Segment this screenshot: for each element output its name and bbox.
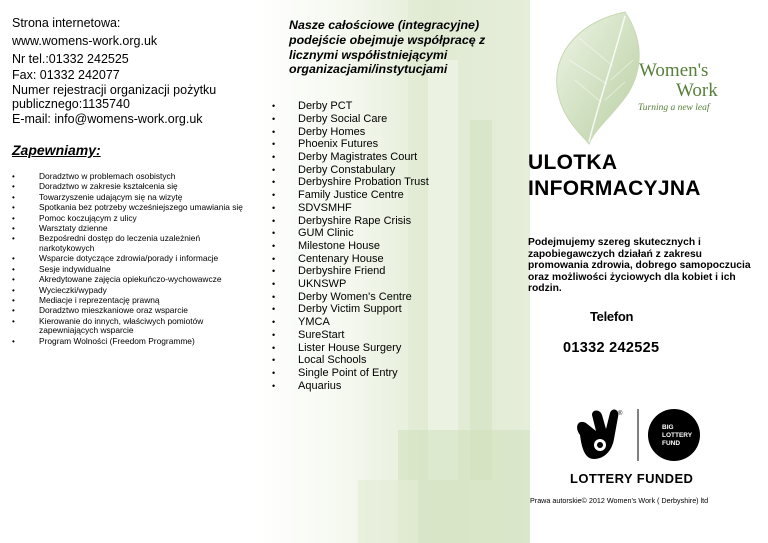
phone-number: Nr tel.:01332 242525 <box>12 52 129 66</box>
list-item: • Wsparcie dotyczące zdrowia/porady i informacje <box>12 254 257 264</box>
badge-line1: BIG <box>662 424 674 431</box>
list-item: • Doradztwo w zakresie kształcenia się <box>12 182 257 192</box>
badge-line3: FUND <box>662 440 681 447</box>
list-item: • YMCA <box>272 316 529 329</box>
list-item: • Wycieczki/wypady <box>12 286 257 296</box>
list-item: • Warsztaty dzienne <box>12 224 257 234</box>
list-item: • SureStart <box>272 329 529 342</box>
leaflet-title-line2: INFORMACYJNA <box>528 177 701 200</box>
list-item: • Family Justice Centre <box>272 189 529 202</box>
list-item: • Derby Constabulary <box>272 164 529 177</box>
contact-column <box>12 14 257 347</box>
badge-line2: LOTTERY <box>662 432 693 439</box>
list-item: • Derby Women's Centre <box>272 291 529 304</box>
list-item: • Bezpośredni dostęp do leczenia uzależnień narkotykowych <box>12 234 257 253</box>
list-item: • Pomoc koczującym z ulicy <box>12 214 257 224</box>
crossed-fingers-icon <box>577 410 618 459</box>
website-label: Strona internetowa: <box>12 16 121 30</box>
registration-number: Numer rejestracji organizacji pożytku publicznego:1135740 <box>12 82 217 111</box>
leaflet-title <box>528 150 701 202</box>
list-item: • Derby Social Care <box>272 113 529 126</box>
list-item: • Doradztwo mieszkaniowe oraz wsparcie <box>12 306 257 316</box>
copyright-notice: Prawa autorskie© 2012 Women's Work ( Derbyshire) ltd <box>530 496 709 505</box>
list-item: • Sesje indywidualne <box>12 265 257 275</box>
list-item: • Kierowanie do innych, właściwych pomiotów zapewniających wsparcie <box>12 317 257 336</box>
fax-number: Fax: 01332 242077 <box>12 68 120 82</box>
list-item: • Lister House Surgery <box>272 342 529 355</box>
list-item: • Derby Magistrates Court <box>272 151 529 164</box>
intro-text: Podejmujemy szereg skutecznych i zapobiegawczych działań z zakresu promowania zdrowia, dobrego samopoczucia oraz możliwości życiowych dla kobiet i ich rodzin. <box>528 237 751 295</box>
list-item: • Local Schools <box>272 354 529 367</box>
list-item: • Phoenix Futures <box>272 138 529 151</box>
website-url: www.womens-work.org.uk <box>12 34 158 48</box>
list-item: • SDVSMHF <box>272 202 529 215</box>
list-item: • Centenary House <box>272 253 529 266</box>
list-item: • Derbyshire Friend <box>272 265 529 278</box>
email-address: E-mail: info@womens-work.org.uk <box>12 111 203 126</box>
list-item: • Derby Homes <box>272 126 529 139</box>
list-item: • Program Wolności (Freedom Programme) <box>12 337 257 347</box>
list-item: • Spotkania bez potrzeby wcześniejszego umawiania się <box>12 203 257 213</box>
list-item: • Milestone House <box>272 240 529 253</box>
list-item: • Akredytowane zajęcia opiekuńczo-wychowawcze <box>12 275 257 285</box>
partners-column <box>289 18 529 392</box>
phone-number-large: 01332 242525 <box>563 340 660 356</box>
partners-heading: Nasze całościowe (integracyjne) podejście obejmuje współpracę z licznymi współistniejącymi organizacjami/instytucjami <box>289 18 486 77</box>
list-item: • Derbyshire Rape Crisis <box>272 215 529 228</box>
svg-text:®: ® <box>618 411 623 417</box>
list-item: • Aquarius <box>272 380 529 393</box>
phone-label: Telefon <box>590 309 634 324</box>
partners-list <box>272 100 529 392</box>
list-item: • Derby PCT <box>272 100 529 113</box>
list-item: • Single Point of Entry <box>272 367 529 380</box>
list-item: • Derby Victim Support <box>272 303 529 316</box>
logo-text-work: Work <box>676 80 718 101</box>
logo-text-womens: Women's <box>639 60 709 81</box>
list-item: • Derbyshire Probation Trust <box>272 176 529 189</box>
leaflet-title-line1: ULOTKA <box>528 151 618 174</box>
list-item: • UKNSWP <box>272 278 529 291</box>
services-list <box>12 172 257 346</box>
list-item: • Doradztwo w problemach osobistych <box>12 172 257 182</box>
list-item: • Mediacje i reprezentację prawną <box>12 296 257 306</box>
lottery-logo <box>570 405 720 465</box>
lottery-funded-label: LOTTERY FUNDED <box>570 471 694 486</box>
services-title: Zapewniamy: <box>12 142 101 158</box>
logo-tagline: Turning a new leaf <box>638 103 710 113</box>
list-item: • GUM Clinic <box>272 227 529 240</box>
list-item: • Towarzyszenie udającym się na wizytę <box>12 193 257 203</box>
